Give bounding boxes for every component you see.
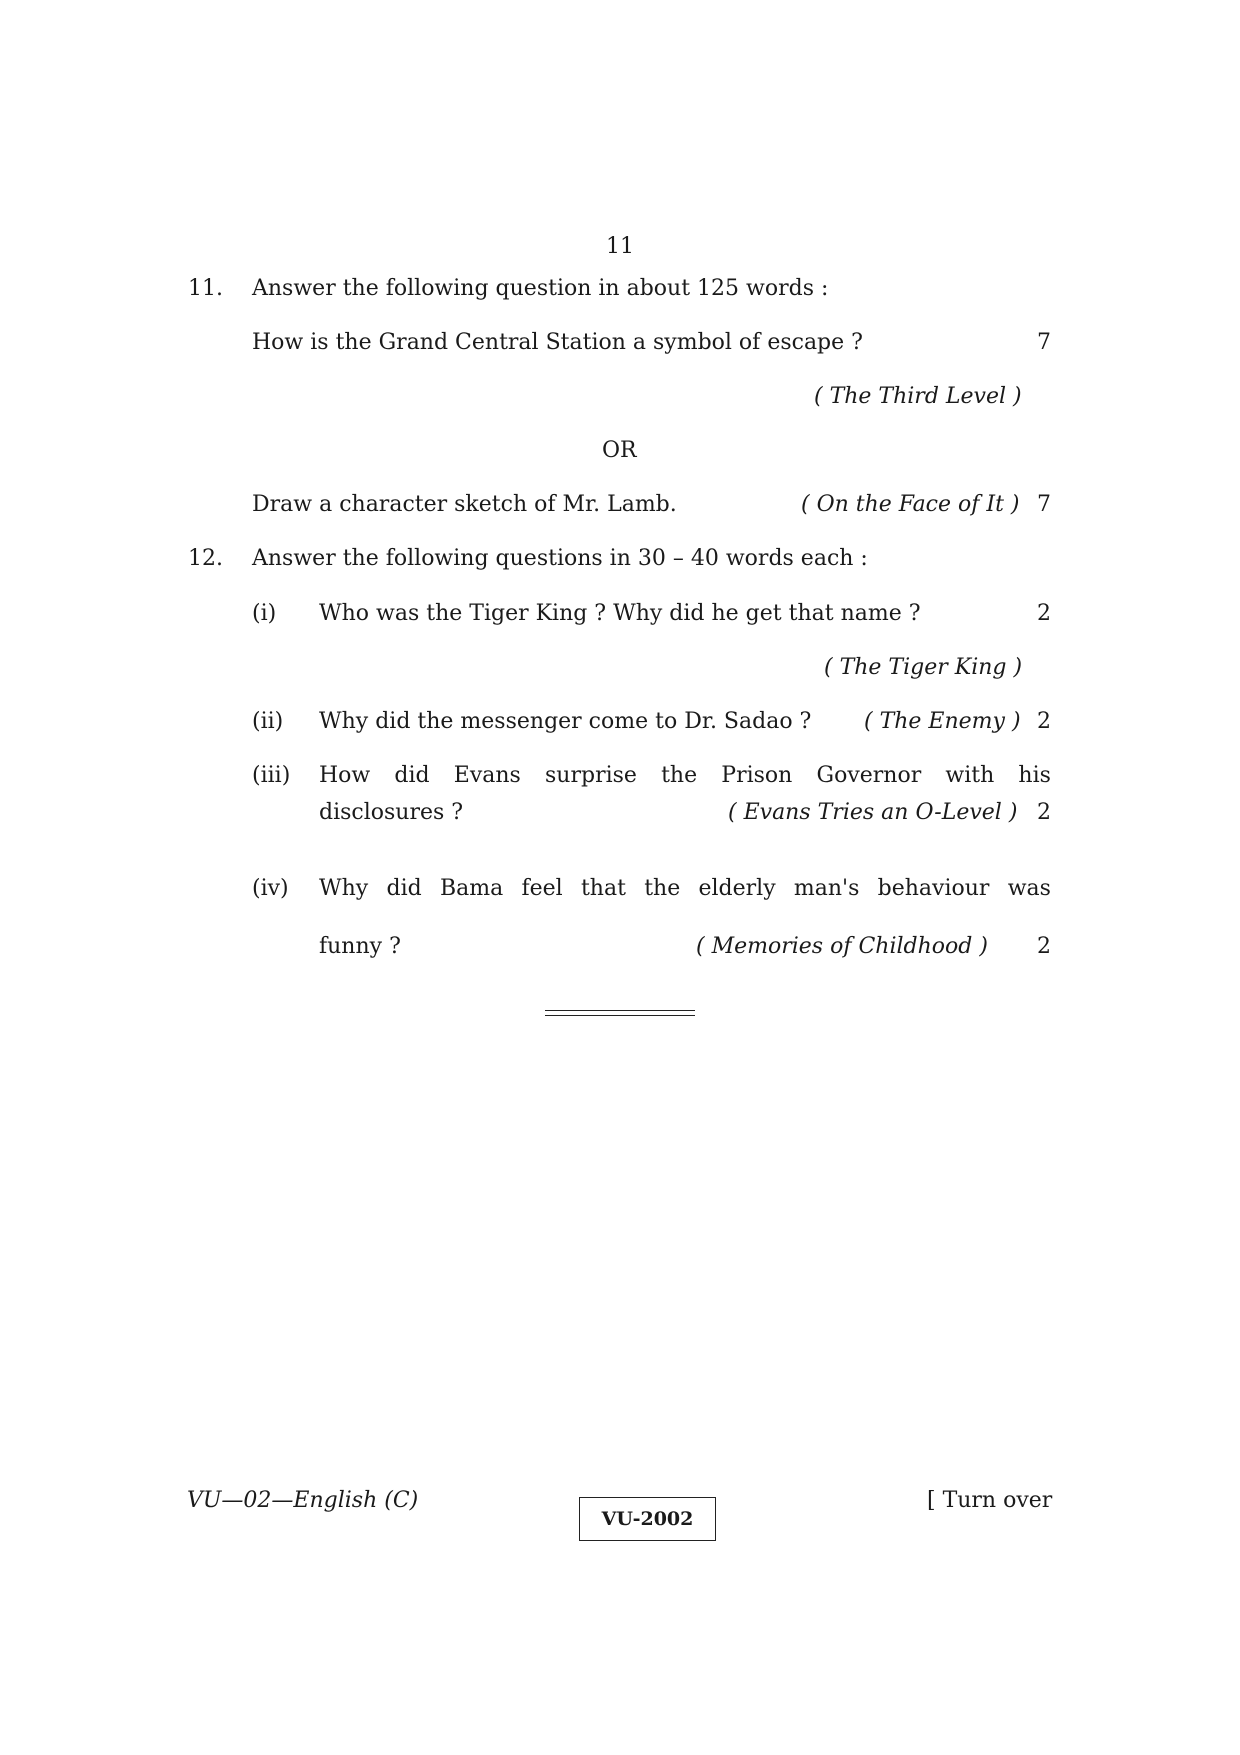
question-11-number: 11. xyxy=(188,276,223,301)
part-iv-marks: 2 xyxy=(1037,934,1051,959)
question-12-number: 12. xyxy=(188,546,223,571)
word: elderly xyxy=(698,876,776,901)
part-ii-label: (ii) xyxy=(252,709,284,734)
question-11-alt-marks: 7 xyxy=(1037,492,1051,517)
word: surprise xyxy=(545,763,637,788)
word: feel xyxy=(521,876,563,901)
question-11-alt-text: Draw a character sketch of Mr. Lamb. xyxy=(252,492,677,517)
word: Governor xyxy=(816,763,922,788)
part-iii-source: ( Evans Tries an O-Level ) xyxy=(728,800,1018,825)
part-i-text: Who was the Tiger King ? Why did he get that name ? xyxy=(319,601,921,626)
or-separator: OR xyxy=(602,438,637,463)
word: was xyxy=(1007,876,1051,901)
question-11-alt-source: ( On the Face of It ) xyxy=(801,492,1020,517)
part-iii-marks: 2 xyxy=(1037,800,1051,825)
question-11-source: ( The Third Level ) xyxy=(814,384,1022,409)
word: man's xyxy=(793,876,860,901)
word: the xyxy=(644,876,681,901)
word: the xyxy=(661,763,698,788)
part-ii-marks: 2 xyxy=(1037,709,1051,734)
page-number: 11 xyxy=(606,234,634,259)
footer-code-box xyxy=(579,1497,716,1541)
part-iv-line-2: funny ? xyxy=(319,934,401,959)
end-rule-top xyxy=(545,1010,695,1011)
word: behaviour xyxy=(877,876,990,901)
question-11-instruction: Answer the following question in about 125 words : xyxy=(252,276,829,301)
part-ii-text: Why did the messenger come to Dr. Sadao ? xyxy=(319,709,812,734)
part-iii-line-2: disclosures ? xyxy=(319,800,464,825)
footer-paper-code: VU—02—English (C) xyxy=(187,1488,419,1513)
part-ii-source: ( The Enemy ) xyxy=(864,709,1021,734)
word: with xyxy=(945,763,995,788)
word: Prison xyxy=(721,763,793,788)
part-iv-line-1 xyxy=(319,878,1051,900)
part-iii-label: (iii) xyxy=(252,763,291,788)
part-iii-line-1 xyxy=(319,765,1051,787)
part-i-label: (i) xyxy=(252,601,277,626)
part-i-marks: 2 xyxy=(1037,601,1051,626)
word: Bama xyxy=(439,876,504,901)
part-iv-source: ( Memories of Childhood ) xyxy=(696,934,988,959)
turn-over-label: [ Turn over xyxy=(927,1488,1053,1513)
word: How xyxy=(319,763,371,788)
end-rule-bottom xyxy=(545,1015,695,1016)
word: did xyxy=(386,876,422,901)
word: his xyxy=(1018,763,1051,788)
part-iv-label: (iv) xyxy=(252,876,289,901)
footer-code-box-text: VU-2002 xyxy=(601,1508,694,1530)
question-11-text: How is the Grand Central Station a symbol of escape ? xyxy=(252,330,863,355)
part-i-source: ( The Tiger King ) xyxy=(824,655,1023,680)
word: Evans xyxy=(453,763,521,788)
word: Why xyxy=(319,876,369,901)
question-11-marks: 7 xyxy=(1037,330,1051,355)
question-12-instruction: Answer the following questions in 30 – 40 words each : xyxy=(252,546,868,571)
word: did xyxy=(394,763,430,788)
word: that xyxy=(580,876,626,901)
